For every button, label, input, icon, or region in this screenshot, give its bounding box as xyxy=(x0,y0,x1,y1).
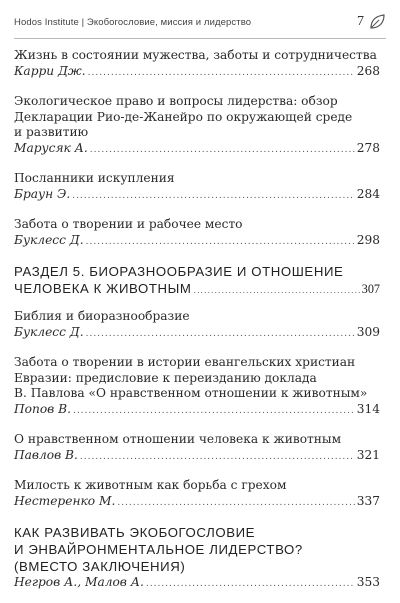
entry-title: Жизнь в состоянии мужества, заботы и сотрудничества xyxy=(14,48,377,62)
section-title-line: РАЗДЕЛ 5. БИОРАЗНООБРАЗИЕ И ОТНОШЕНИЕ xyxy=(14,264,344,279)
entry-title-line: Экологическое право и вопросы лидерства: обзор xyxy=(14,94,338,108)
toc-entry[interactable] xyxy=(14,355,380,419)
entry-author-line xyxy=(14,448,380,466)
entry-page: 284 xyxy=(356,186,380,201)
entry-author-line xyxy=(14,187,380,205)
section-title-line: КАК РАЗВИВАТЬ ЭКОБОГОСЛОВИЕ xyxy=(14,525,256,540)
section-title-line: (ВМЕСТО ЗАКЛЮЧЕНИЯ) xyxy=(14,559,186,574)
entry-author: Буклесс Д. xyxy=(14,232,84,247)
entry-page: 298 xyxy=(356,232,380,247)
section-page: 307 xyxy=(361,282,380,296)
dot-leader xyxy=(88,66,355,82)
entry-title-line: Забота о творении в истории евангельских христиан xyxy=(14,355,356,369)
entry-page: 309 xyxy=(356,324,380,339)
entry-title: Милость к животным как борьба с грехом xyxy=(14,478,287,492)
dot-leader xyxy=(86,235,355,251)
section-title-line: И ЭНВАЙРОНМЕНТАЛЬНОЕ ЛИДЕРСТВО? xyxy=(14,542,303,557)
dot-leader xyxy=(117,496,354,512)
entry-author: Попов В. xyxy=(14,401,71,416)
toc-entry[interactable] xyxy=(14,171,380,204)
page-header xyxy=(14,13,386,35)
toc-entry[interactable] xyxy=(14,309,380,342)
entry-author: Негров А., Малов А. xyxy=(14,575,144,589)
section-title-line: ЧЕЛОВЕКА К ЖИВОТНЫМ xyxy=(14,281,192,296)
entry-author: Нестеренко М. xyxy=(14,493,116,508)
entry-author-line xyxy=(14,494,380,512)
dot-leader xyxy=(90,143,355,159)
entry-page: 314 xyxy=(356,401,380,416)
entry-author: Карри Дж. xyxy=(14,63,86,78)
entry-page: 353 xyxy=(356,575,380,589)
dot-leader xyxy=(146,577,355,593)
entry-title: О нравственном отношении человека к животным xyxy=(14,432,342,446)
dot-leader xyxy=(72,189,355,205)
toc-entry[interactable] xyxy=(14,48,380,81)
entry-page: 278 xyxy=(356,140,380,155)
entry-author-line xyxy=(14,575,380,593)
entry-title: Посланники искупления xyxy=(14,171,175,185)
entry-author-line xyxy=(14,64,380,82)
entry-title-line: Евразии: предисловие к переизданию доклада xyxy=(14,370,317,385)
entry-author-line xyxy=(14,325,380,343)
page-number: 7 xyxy=(357,14,364,29)
toc-entry[interactable] xyxy=(14,94,380,158)
conclusion-heading[interactable] xyxy=(14,524,380,593)
toc-entry[interactable] xyxy=(14,478,380,511)
section-title-last-line xyxy=(14,280,380,299)
table-of-contents xyxy=(14,48,380,603)
entry-author-line xyxy=(14,402,380,420)
entry-title-line: В. Павлова «О нравственном отношении к животным» xyxy=(14,386,368,400)
dot-leader xyxy=(194,282,360,299)
dot-leader xyxy=(86,327,355,343)
dot-leader xyxy=(80,450,355,466)
entry-title: Библия и биоразнообразие xyxy=(14,309,190,323)
entry-author-line xyxy=(14,141,380,159)
entry-title-line: Декларации Рио-де-Жанейро по окружающей среде xyxy=(14,109,353,124)
header-rule xyxy=(14,38,386,39)
entry-page: 321 xyxy=(356,447,380,462)
entry-author: Марусяк А. xyxy=(14,140,88,155)
section-heading-5[interactable] xyxy=(14,263,380,299)
entry-author: Браун Э. xyxy=(14,186,71,201)
toc-entry[interactable] xyxy=(14,217,380,250)
leaf-icon xyxy=(368,13,386,31)
toc-entry[interactable] xyxy=(14,432,380,465)
entry-author-line xyxy=(14,233,380,251)
dot-leader xyxy=(73,404,355,420)
running-head: Hodos Institute | Экобогословие, миссия и лидерство xyxy=(14,17,252,28)
entry-author: Павлов В. xyxy=(14,447,78,462)
entry-author: Буклесс Д. xyxy=(14,324,84,339)
entry-page: 268 xyxy=(356,63,380,78)
entry-page: 337 xyxy=(356,493,380,508)
entry-title-line: и развитию xyxy=(14,125,89,139)
entry-title: Забота о творении и рабочее место xyxy=(14,217,243,231)
